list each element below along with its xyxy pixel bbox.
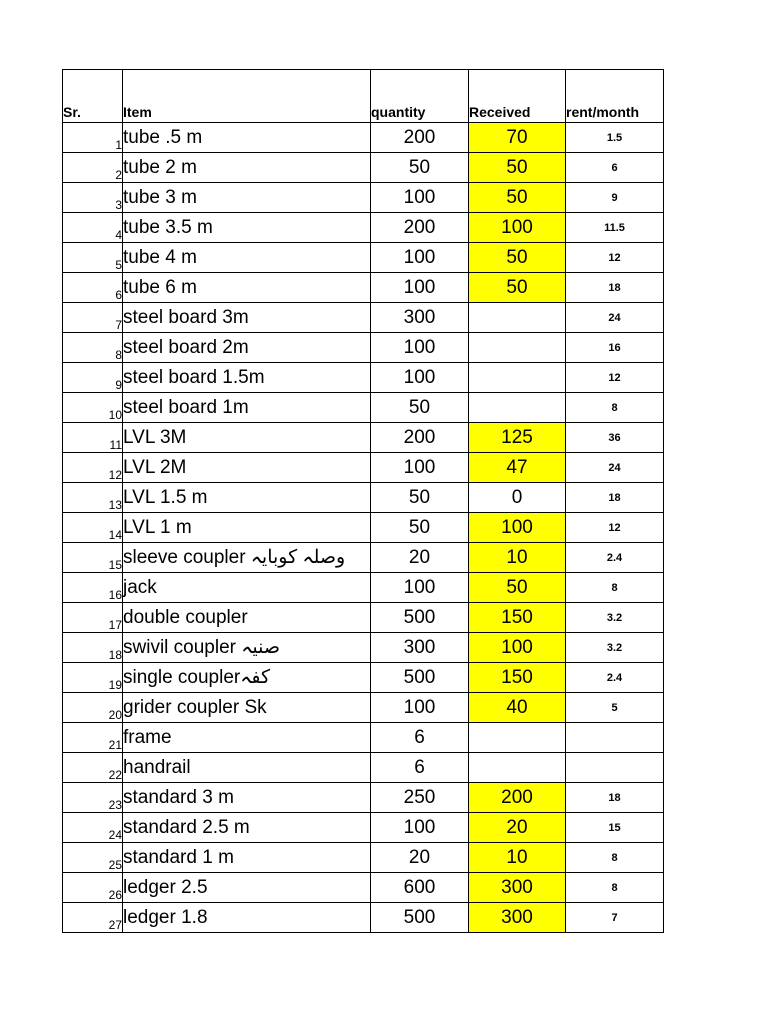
- cell-item[interactable]: LVL 1 m: [123, 513, 371, 543]
- cell-received[interactable]: [469, 363, 566, 393]
- cell-rent-month[interactable]: 6: [566, 153, 664, 183]
- cell-item[interactable]: frame: [123, 723, 371, 753]
- cell-item[interactable]: tube 6 m: [123, 273, 371, 303]
- cell-sr[interactable]: 19: [63, 663, 123, 693]
- cell-quantity[interactable]: 600: [371, 873, 469, 903]
- cell-quantity[interactable]: 50: [371, 483, 469, 513]
- cell-quantity[interactable]: 100: [371, 453, 469, 483]
- table-row: [63, 723, 664, 753]
- cell-rent-month[interactable]: 9: [566, 183, 664, 213]
- cell-received[interactable]: 50: [469, 183, 566, 213]
- cell-sr[interactable]: 6: [63, 273, 123, 303]
- cell-received[interactable]: 47: [469, 453, 566, 483]
- cell-received[interactable]: 50: [469, 573, 566, 603]
- cell-sr[interactable]: 5: [63, 243, 123, 273]
- table-row: [63, 393, 664, 423]
- cell-rent-month[interactable]: 5: [566, 693, 664, 723]
- table-row: [63, 213, 664, 243]
- header-item[interactable]: Item: [123, 70, 371, 123]
- cell-quantity[interactable]: 6: [371, 723, 469, 753]
- cell-rent-month[interactable]: 18: [566, 483, 664, 513]
- cell-rent-month[interactable]: 8: [566, 873, 664, 903]
- cell-sr[interactable]: 23: [63, 783, 123, 813]
- table-row: [63, 333, 664, 363]
- cell-quantity[interactable]: 300: [371, 633, 469, 663]
- cell-item[interactable]: sleeve coupler وصلہ کوبایہ: [123, 543, 371, 573]
- cell-quantity[interactable]: 50: [371, 393, 469, 423]
- cell-item[interactable]: single couplerکفہ: [123, 663, 371, 693]
- cell-quantity[interactable]: 100: [371, 333, 469, 363]
- cell-rent-month[interactable]: 2.4: [566, 663, 664, 693]
- cell-sr[interactable]: 12: [63, 453, 123, 483]
- table-row: [63, 753, 664, 783]
- cell-item[interactable]: standard 2.5 m: [123, 813, 371, 843]
- inventory-table: [62, 69, 664, 933]
- cell-rent-month[interactable]: 18: [566, 273, 664, 303]
- cell-received[interactable]: 40: [469, 693, 566, 723]
- cell-sr[interactable]: 3: [63, 183, 123, 213]
- cell-quantity[interactable]: 6: [371, 753, 469, 783]
- table-row: [63, 843, 664, 873]
- cell-quantity[interactable]: 200: [371, 123, 469, 153]
- table-row: [63, 153, 664, 183]
- cell-received[interactable]: 100: [469, 213, 566, 243]
- cell-sr[interactable]: 18: [63, 633, 123, 663]
- cell-quantity[interactable]: 100: [371, 693, 469, 723]
- cell-sr[interactable]: 10: [63, 393, 123, 423]
- cell-item[interactable]: tube .5 m: [123, 123, 371, 153]
- cell-sr[interactable]: 27: [63, 903, 123, 933]
- cell-sr[interactable]: 1: [63, 123, 123, 153]
- cell-rent-month[interactable]: 18: [566, 783, 664, 813]
- cell-quantity[interactable]: 50: [371, 153, 469, 183]
- cell-rent-month[interactable]: 8: [566, 573, 664, 603]
- cell-item[interactable]: ledger 1.8: [123, 903, 371, 933]
- cell-received[interactable]: 200: [469, 783, 566, 813]
- cell-rent-month[interactable]: 11.5: [566, 213, 664, 243]
- cell-received[interactable]: 100: [469, 513, 566, 543]
- cell-quantity[interactable]: 100: [371, 813, 469, 843]
- table-row: [63, 543, 664, 573]
- header-row: [63, 70, 664, 123]
- cell-quantity[interactable]: 100: [371, 573, 469, 603]
- cell-item[interactable]: LVL 3M: [123, 423, 371, 453]
- cell-quantity[interactable]: 500: [371, 663, 469, 693]
- cell-quantity[interactable]: 20: [371, 543, 469, 573]
- table-row: [63, 783, 664, 813]
- header-rent-month[interactable]: rent/month: [566, 70, 664, 123]
- cell-sr[interactable]: 7: [63, 303, 123, 333]
- cell-sr[interactable]: 17: [63, 603, 123, 633]
- cell-item[interactable]: steel board 2m: [123, 333, 371, 363]
- cell-sr[interactable]: 15: [63, 543, 123, 573]
- table-row: [63, 663, 664, 693]
- cell-rent-month[interactable]: 16: [566, 333, 664, 363]
- cell-quantity[interactable]: 100: [371, 363, 469, 393]
- table-body: [63, 123, 664, 933]
- table-row: [63, 453, 664, 483]
- cell-received[interactable]: 50: [469, 243, 566, 273]
- cell-item[interactable]: tube 2 m: [123, 153, 371, 183]
- cell-received[interactable]: 150: [469, 663, 566, 693]
- cell-rent-month[interactable]: 12: [566, 363, 664, 393]
- cell-sr[interactable]: 11: [63, 423, 123, 453]
- cell-received[interactable]: 0: [469, 483, 566, 513]
- table-row: [63, 813, 664, 843]
- cell-sr[interactable]: 16: [63, 573, 123, 603]
- cell-item[interactable]: standard 3 m: [123, 783, 371, 813]
- cell-item[interactable]: handrail: [123, 753, 371, 783]
- table-row: [63, 513, 664, 543]
- cell-quantity[interactable]: 100: [371, 273, 469, 303]
- cell-received[interactable]: 125: [469, 423, 566, 453]
- cell-quantity[interactable]: 200: [371, 213, 469, 243]
- cell-item[interactable]: jack: [123, 573, 371, 603]
- table-row: [63, 183, 664, 213]
- cell-rent-month[interactable]: 24: [566, 453, 664, 483]
- header-quantity[interactable]: quantity: [371, 70, 469, 123]
- cell-quantity[interactable]: 500: [371, 603, 469, 633]
- cell-rent-month[interactable]: 15: [566, 813, 664, 843]
- cell-sr[interactable]: 21: [63, 723, 123, 753]
- cell-rent-month[interactable]: 3.2: [566, 603, 664, 633]
- table-row: [63, 603, 664, 633]
- cell-received[interactable]: 300: [469, 873, 566, 903]
- cell-received[interactable]: 10: [469, 543, 566, 573]
- cell-received[interactable]: 300: [469, 903, 566, 933]
- cell-item[interactable]: tube 3 m: [123, 183, 371, 213]
- cell-received[interactable]: 50: [469, 153, 566, 183]
- cell-received[interactable]: 150: [469, 603, 566, 633]
- cell-quantity[interactable]: 300: [371, 303, 469, 333]
- table-row: [63, 123, 664, 153]
- cell-rent-month[interactable]: 7: [566, 903, 664, 933]
- cell-sr[interactable]: 20: [63, 693, 123, 723]
- table-row: [63, 423, 664, 453]
- cell-sr[interactable]: 14: [63, 513, 123, 543]
- cell-sr[interactable]: 13: [63, 483, 123, 513]
- cell-sr[interactable]: 26: [63, 873, 123, 903]
- cell-rent-month[interactable]: 36: [566, 423, 664, 453]
- cell-sr[interactable]: 4: [63, 213, 123, 243]
- table-row: [63, 633, 664, 663]
- cell-rent-month[interactable]: 12: [566, 243, 664, 273]
- cell-received[interactable]: 100: [469, 633, 566, 663]
- table-row: [63, 363, 664, 393]
- cell-quantity[interactable]: 250: [371, 783, 469, 813]
- cell-item[interactable]: standard 1 m: [123, 843, 371, 873]
- cell-rent-month[interactable]: 3.2: [566, 633, 664, 663]
- cell-quantity[interactable]: 20: [371, 843, 469, 873]
- table-row: [63, 243, 664, 273]
- cell-received[interactable]: [469, 723, 566, 753]
- header-sr[interactable]: Sr.: [63, 70, 123, 123]
- cell-quantity[interactable]: 100: [371, 183, 469, 213]
- cell-item[interactable]: LVL 2M: [123, 453, 371, 483]
- cell-rent-month[interactable]: [566, 753, 664, 783]
- cell-item[interactable]: swivil coupler صنیہ: [123, 633, 371, 663]
- cell-received[interactable]: [469, 333, 566, 363]
- cell-item[interactable]: steel board 1m: [123, 393, 371, 423]
- cell-item[interactable]: LVL 1.5 m: [123, 483, 371, 513]
- table-row: [63, 903, 664, 933]
- cell-received[interactable]: 10: [469, 843, 566, 873]
- cell-item[interactable]: tube 3.5 m: [123, 213, 371, 243]
- cell-quantity[interactable]: 100: [371, 243, 469, 273]
- header-received[interactable]: Received: [469, 70, 566, 123]
- table-row: [63, 303, 664, 333]
- cell-rent-month[interactable]: 8: [566, 843, 664, 873]
- cell-item[interactable]: ledger 2.5: [123, 873, 371, 903]
- cell-received[interactable]: [469, 393, 566, 423]
- cell-quantity[interactable]: 50: [371, 513, 469, 543]
- cell-rent-month[interactable]: 24: [566, 303, 664, 333]
- cell-rent-month[interactable]: 12: [566, 513, 664, 543]
- cell-quantity[interactable]: 500: [371, 903, 469, 933]
- cell-item[interactable]: tube 4 m: [123, 243, 371, 273]
- cell-rent-month[interactable]: [566, 723, 664, 753]
- cell-received[interactable]: 20: [469, 813, 566, 843]
- cell-sr[interactable]: 9: [63, 363, 123, 393]
- table-row: [63, 483, 664, 513]
- cell-received[interactable]: [469, 303, 566, 333]
- cell-rent-month[interactable]: 8: [566, 393, 664, 423]
- cell-item[interactable]: steel board 3m: [123, 303, 371, 333]
- cell-item[interactable]: steel board 1.5m: [123, 363, 371, 393]
- cell-sr[interactable]: 8: [63, 333, 123, 363]
- cell-sr[interactable]: 22: [63, 753, 123, 783]
- cell-sr[interactable]: 2: [63, 153, 123, 183]
- cell-sr[interactable]: 25: [63, 843, 123, 873]
- cell-received[interactable]: [469, 753, 566, 783]
- cell-sr[interactable]: 24: [63, 813, 123, 843]
- table-row: [63, 873, 664, 903]
- cell-item[interactable]: grider coupler Sk: [123, 693, 371, 723]
- cell-rent-month[interactable]: 1.5: [566, 123, 664, 153]
- table-row: [63, 693, 664, 723]
- cell-quantity[interactable]: 200: [371, 423, 469, 453]
- cell-rent-month[interactable]: 2.4: [566, 543, 664, 573]
- cell-item[interactable]: double coupler: [123, 603, 371, 633]
- table-row: [63, 573, 664, 603]
- cell-received[interactable]: 50: [469, 273, 566, 303]
- cell-received[interactable]: 70: [469, 123, 566, 153]
- table-row: [63, 273, 664, 303]
